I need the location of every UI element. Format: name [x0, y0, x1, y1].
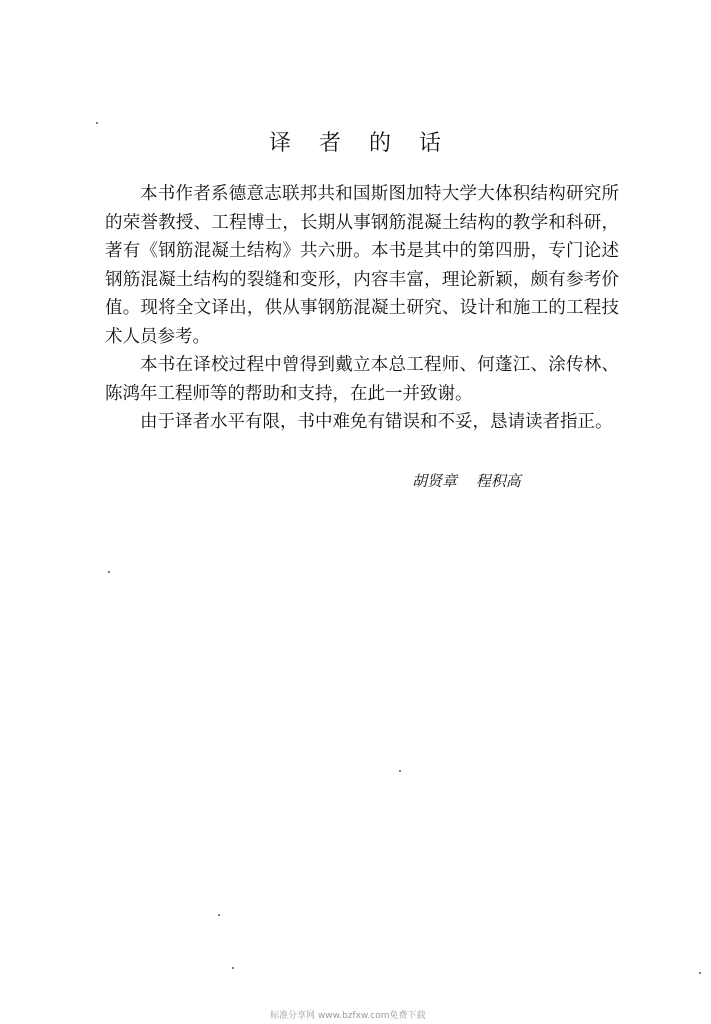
scan-speck [699, 972, 701, 974]
paragraph-acknowledgements: 本书在译校过程中曾得到戴立本总工程师、何蓬江、涂传林、陈鸿年工程师等的帮助和支持，在此一并致谢。 [105, 355, 619, 404]
paragraph-apology: 由于译者水平有限，书中难免有错误和不妥，恳请读者指正。 [140, 412, 613, 432]
scan-speck [218, 914, 220, 916]
watermark-text: 标准分享网 www.bzfxw.com免费下载 [270, 1011, 426, 1021]
scan-speck [232, 967, 234, 969]
paragraph-intro: 本书作者系德意志联邦共和国斯图加特大学大体积结构研究所的荣誉教授、工程博士，长期从事钢筋混凝土结构的教学和科研，著有《钢筋混凝土结构》共六册。本书是其中的第四册，专门论述钢筋混凝土结构的裂缝和变形，内容丰富，理论新颖，颇有参考价值。现将全文译出，供从事钢筋混凝土研究、设计和施工的工程技术人员参考。 [105, 184, 619, 347]
scan-speck [399, 770, 401, 772]
page-title: 译者的话 [269, 131, 470, 156]
body-text [105, 180, 619, 437]
scan-speck [96, 122, 98, 124]
scan-speck [108, 571, 110, 573]
translator-signature: 胡贤章 程积高 [412, 472, 521, 490]
